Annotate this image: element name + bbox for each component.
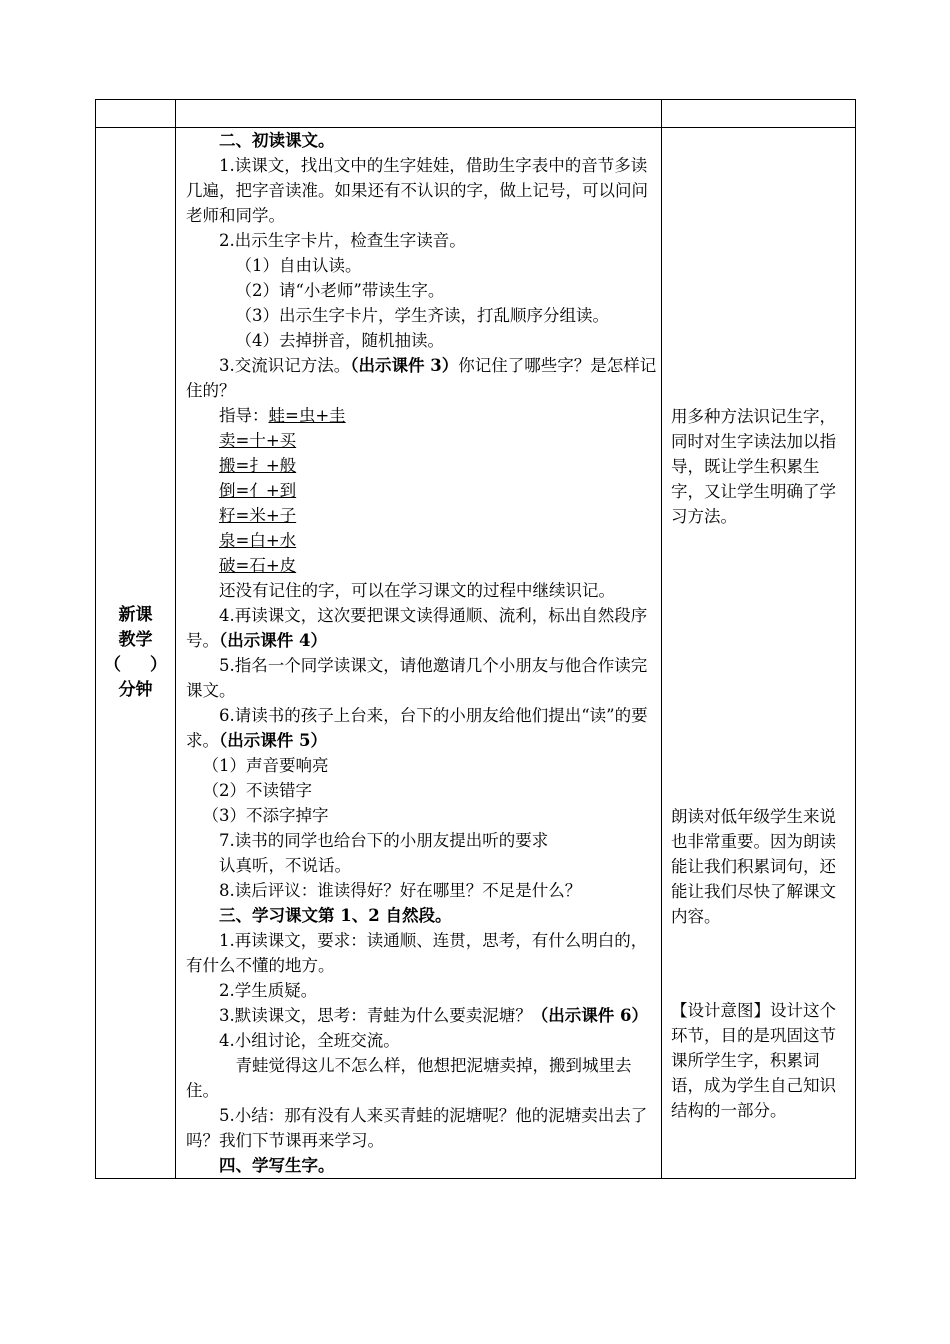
guide-word: 卖=十+买 — [219, 431, 297, 450]
stage-duration-blank — [96, 653, 175, 678]
s2-sub1: （1）自由认读。 — [235, 256, 362, 275]
s2-item3-end: 还没有记住的字，可以在学习课文的过程中继续识记。 — [219, 581, 615, 600]
section2-heading: 二、初读课文。 — [219, 131, 335, 150]
paren-open: （ — [104, 655, 121, 675]
s2-item2: 2.出示生字卡片，检查生字读音。 — [219, 231, 466, 250]
s2-sub2: （2）请“小老师”带读生字。 — [235, 281, 445, 300]
note-design-intent: 【设计意图】设计这个环节，目的是巩固这节课所学生字，积累词语，成为学生自己知识结构的一部分。 — [671, 1001, 836, 1120]
courseware-ref-4: （出示课件 4） — [219, 631, 327, 650]
guide-word: 倒=亻+到 — [219, 481, 297, 500]
guide-word: 泉=白+水 — [219, 531, 297, 550]
content-row — [96, 128, 856, 1179]
s2-item7-sub: 认真听，不说话。 — [219, 856, 351, 875]
s3-item4-sub: 青蛙觉得这儿不怎么样，他想把泥塘卖掉，搬到城里去住。 — [186, 1056, 632, 1100]
word-line-3 — [186, 478, 659, 503]
word-line-2 — [186, 453, 659, 478]
content-cell — [176, 128, 662, 1179]
s3-item5: 5.小结：那有没有人来买青蛙的泥塘呢？他的泥塘卖出去了吗？我们下节课再来学习。 — [186, 1106, 648, 1150]
guide-line — [186, 403, 659, 428]
section3-heading: 三、学习课文第 1、2 自然段。 — [219, 906, 452, 925]
s2-item3 — [186, 353, 659, 403]
note-literacy: 用多种方法识记生字，同时对生字读法加以指导，既让学生积累生字，又让学生明确了学习方法。 — [671, 407, 836, 526]
word-line-4 — [186, 503, 659, 528]
stage-line-1: 新课 — [118, 605, 153, 625]
s3-item2: 2.学生质疑。 — [219, 981, 318, 1000]
s2-item1: 1.读课文，找出文中的生字娃娃，借助生字表中的音节多读几遍，把字音读准。如果还有不认识的字，做上记号，可以问问老师和同学。 — [186, 156, 648, 225]
s2-item4-text: 4.再读课文，这次要把课文读得通顺、流利，标出自然段序号。 — [186, 606, 648, 650]
word-line-5 — [186, 528, 659, 553]
header-row — [96, 100, 856, 128]
s2-item3-question: 你记住了哪些字？是怎样记住的？ — [186, 356, 657, 400]
courseware-ref-6: （出示课件 6） — [531, 1006, 648, 1025]
header-cell-notes — [662, 100, 856, 128]
guide-word: 籽=米+子 — [219, 506, 297, 525]
s2-req3: （3）不添字掉字 — [202, 806, 329, 825]
s2-item4 — [186, 603, 659, 653]
s3-item3 — [186, 1003, 659, 1028]
notes-cell — [662, 128, 856, 1179]
s2-item3-text: 3.交流识记方法。 — [219, 356, 351, 375]
word-line-6 — [186, 553, 659, 578]
note-reading: 朗读对低年级学生来说也非常重要。因为朗读能让我们积累词句，还能让我们尽快了解课文内容。 — [671, 807, 836, 926]
s2-req1: （1）声音要响亮 — [202, 756, 329, 775]
s2-item5: 5.指名一个同学读课文，请他邀请几个小朋友与他合作读完课文。 — [186, 656, 648, 700]
lesson-plan-table — [95, 99, 856, 1179]
header-cell-stage — [96, 100, 176, 128]
s3-item3-text: 3.默读课文，思考：青蛙为什么要卖泥塘？ — [219, 1006, 532, 1025]
stage-line-4: 分钟 — [118, 680, 153, 700]
s2-item8: 8.读后评议：谁读得好？好在哪里？不足是什么？ — [219, 881, 582, 900]
stage-line-2: 教学 — [118, 630, 153, 650]
s2-item7: 7.读书的同学也给台下的小朋友提出听的要求 — [219, 831, 549, 850]
s2-sub4: （4）去掉拼音，随机抽读。 — [235, 331, 444, 350]
s2-item6-text: 6.请读书的孩子上台来，台下的小朋友给他们提出“读”的要求。 — [186, 706, 648, 750]
paren-close: ） — [150, 655, 167, 675]
courseware-ref-5: （出示课件 5） — [219, 731, 327, 750]
word-line-1 — [186, 428, 659, 453]
s2-item6 — [186, 703, 659, 753]
section4-heading: 四、学写生字。 — [219, 1156, 335, 1175]
s2-req2: （2）不读错字 — [202, 781, 312, 800]
s3-item4: 4.小组讨论，全班交流。 — [219, 1031, 400, 1050]
stage-cell — [96, 128, 176, 1179]
s2-sub3: （3）出示生字卡片，学生齐读，打乱顺序分组读。 — [235, 306, 609, 325]
header-cell-content — [176, 100, 662, 128]
guide-label: 指导： — [219, 406, 269, 425]
courseware-ref-3: （出示课件 3） — [350, 356, 459, 375]
guide-word: 搬=扌+般 — [219, 456, 297, 475]
s3-item1: 1.再读课文，要求：读通顺、连贯，思考，有什么明白的，有什么不懂的地方。 — [186, 931, 648, 975]
guide-word: 破=石+皮 — [219, 556, 297, 575]
guide-word-wa: 蛙=虫+圭 — [268, 406, 346, 425]
